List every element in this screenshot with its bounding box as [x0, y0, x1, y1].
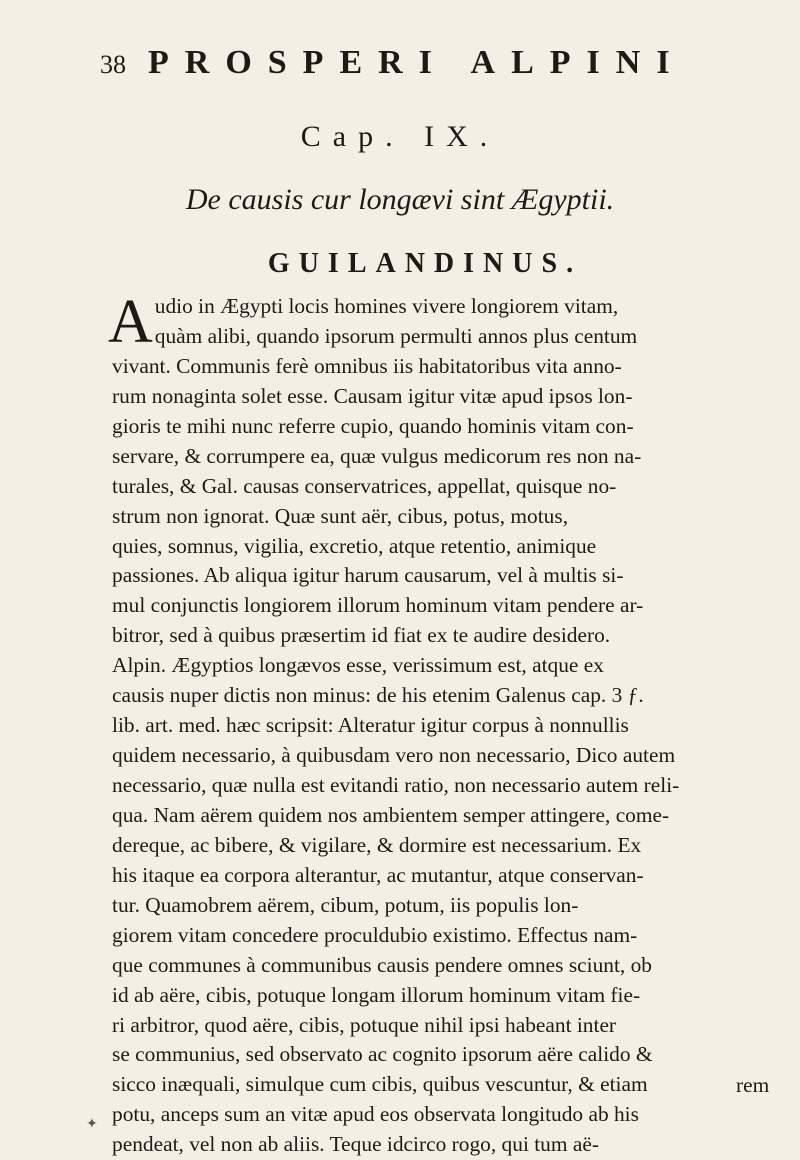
body-text	[108, 288, 800, 1160]
text-line: tur. Quamobrem aërem, cibum, potum, iis populis lon-	[112, 892, 579, 917]
text-line: ri arbitror, quod aëre, cibis, potuque nihil ipsi habeant inter	[112, 1012, 617, 1037]
text-line: id ab aëre, cibis, potuque longam illorum hominum vitam fie-	[112, 982, 641, 1007]
chapter-heading: Cap. IX.	[300, 120, 500, 153]
page-header	[100, 44, 760, 84]
text-line: dereque, ac bibere, & vigilare, & dormire est necessarium. Ex	[112, 832, 642, 857]
text-line: que communes à communibus causis pendere omnes sciunt, ob	[112, 952, 652, 977]
text-line: vivant. Communis ferè omnibus iis habitatoribus vita anno-	[112, 353, 622, 378]
text-lines	[112, 292, 800, 1160]
text-line: necessario, quæ nulla est evitandi ratio, non necessario autem reli-	[112, 773, 680, 797]
text-line: qua. Nam aërem quidem nos ambientem semper attingere, come-	[112, 802, 670, 827]
page-number: 38	[100, 50, 126, 79]
drop-cap: A	[108, 288, 153, 356]
speaker-name: GUILANDINUS.	[267, 248, 583, 279]
text-line: rum nonaginta solet esse. Causam igitur vitæ apud ipsos lon-	[112, 383, 633, 408]
chapter-title: De causis cur longævi sint Ægyptii.	[185, 183, 615, 216]
ornament-icon: ✦	[86, 1117, 98, 1132]
text-line: bitror, sed à quibus præsertim id fiat ex te audire desidero.	[112, 623, 611, 648]
text-line: gioris te mihi nunc referre cupio, quando hominis vitam con-	[112, 413, 634, 438]
text-line: pendeat, vel non ab aliis. Teque idcirco rogo, qui tum aë-	[112, 1132, 599, 1157]
text-line: his itaque ea corpora alterantur, ac mutantur, atque conservan-	[112, 862, 644, 887]
text-line: quies, somnus, vigilia, excretio, atque retentio, animique	[112, 533, 597, 558]
text-line: potu, anceps sum an vitæ apud eos observata longitudo ab his	[112, 1102, 639, 1127]
catchword: rem	[736, 1073, 770, 1097]
text-line: mul conjunctis longiorem illorum hominum vitam pendere ar-	[112, 593, 644, 618]
text-line: causis nuper dictis non minus: de his etenim Galenus cap. 3 ƒ.	[112, 683, 644, 708]
text-line: sicco inæquali, simulque cum cibis, quibus vescuntur, & etiam	[112, 1072, 648, 1097]
text-line: turales, & Gal. causas conservatrices, appellat, quisque no-	[112, 473, 617, 498]
text-line: servare, & corrumpere ea, quæ vulgus medicorum res non na-	[112, 443, 642, 468]
text-line: passiones. Ab aliqua igitur harum causarum, vel à multis si-	[112, 563, 624, 588]
text-line: lib. art. med. hæc scripsit: Alteratur igitur corpus à nonnullis	[112, 713, 629, 738]
text-line: Alpin. Ægyptios longævos esse, verissimum est, atque ex	[112, 653, 604, 678]
text-line: strum non ignorat. Quæ sunt aër, cibus, potus, motus,	[112, 503, 569, 528]
text-line: se communius, sed observato ac cognito ipsorum aëre calido &	[112, 1042, 653, 1067]
text-line: quàm alibi, quando ipsorum permulti annos plus centum	[154, 323, 638, 348]
text-line: quidem necessario, à quibusdam vero non necessario, Dico autem	[112, 743, 676, 768]
running-head: PROSPERI ALPINI	[148, 44, 686, 81]
text-line: giorem vitam concedere proculdubio existimo. Effectus nam-	[112, 922, 638, 947]
text-line: udio in Ægypti locis homines vivere longiorem vitam,	[154, 294, 619, 318]
